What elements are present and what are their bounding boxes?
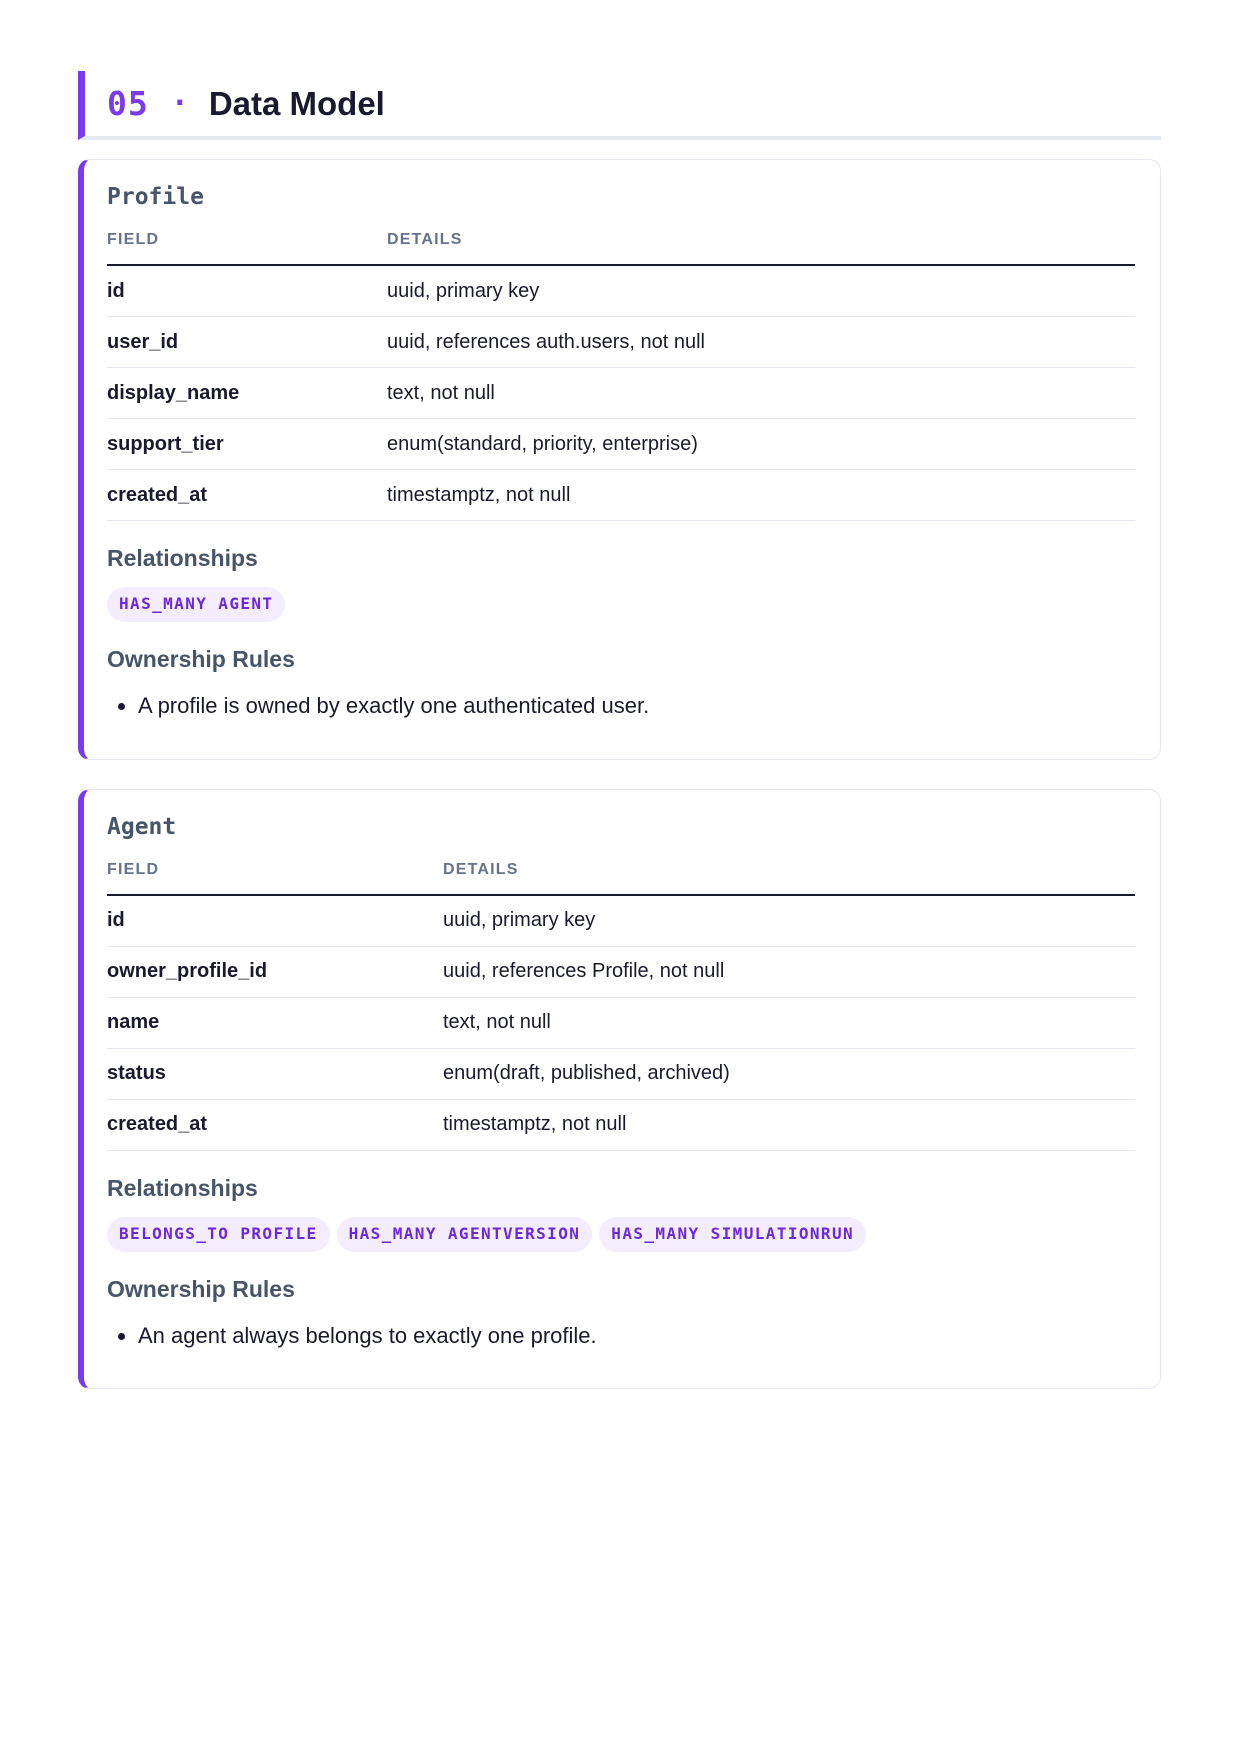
relationships-heading: Relationships xyxy=(107,1174,258,1201)
table-row xyxy=(107,1048,1135,1099)
ownership-rules-list xyxy=(107,692,1135,721)
ownership-heading: Ownership Rules xyxy=(107,646,295,672)
field-details: uuid, references auth.users, not null xyxy=(387,317,1135,368)
fields-table xyxy=(107,231,1135,521)
entity-name: Agent xyxy=(107,813,177,840)
table-row xyxy=(107,265,1135,317)
table-row xyxy=(107,1099,1135,1150)
table-header-row xyxy=(107,231,1135,265)
field-name: name xyxy=(107,997,443,1048)
field-details: text, not null xyxy=(387,368,1135,419)
column-header-field: FIELD xyxy=(107,861,443,895)
table-row xyxy=(107,368,1135,419)
table-row xyxy=(107,317,1135,368)
field-name: id xyxy=(107,895,443,947)
table-row xyxy=(107,997,1135,1048)
field-details: enum(draft, published, archived) xyxy=(443,1048,1135,1099)
ownership-rule: • An agent always belongs to exactly one profile. xyxy=(138,1322,1135,1351)
section-title: Data Model xyxy=(208,84,385,122)
section-number: 05 xyxy=(107,84,149,123)
field-name: status xyxy=(107,1048,443,1099)
field-name: created_at xyxy=(107,470,387,521)
table-row xyxy=(107,419,1135,470)
field-details: uuid, references Profile, not null xyxy=(443,946,1135,997)
relationships-list xyxy=(107,1217,1135,1252)
field-details: uuid, primary key xyxy=(443,895,1135,947)
table-row xyxy=(107,946,1135,997)
column-header-field: FIELD xyxy=(107,231,387,265)
field-details: uuid, primary key xyxy=(387,265,1135,317)
fields-table xyxy=(107,861,1135,1151)
section-separator: · xyxy=(170,86,189,121)
field-details: enum(standard, priority, enterprise) xyxy=(387,419,1135,470)
relationship-badge: HAS_MANY AGENT xyxy=(107,587,285,622)
field-name: owner_profile_id xyxy=(107,946,443,997)
entity-name: Profile xyxy=(107,184,204,210)
entity-card-profile xyxy=(78,159,1161,760)
section-header xyxy=(78,71,1161,140)
field-name: id xyxy=(107,265,387,317)
field-name: user_id xyxy=(107,317,387,368)
relationship-badge: HAS_MANY SIMULATIONRUN xyxy=(599,1217,866,1252)
ownership-rule: • A profile is owned by exactly one authenticated user. xyxy=(138,692,1135,721)
field-details: text, not null xyxy=(443,997,1135,1048)
field-name: display_name xyxy=(107,368,387,419)
column-header-details: DETAILS xyxy=(443,861,1135,895)
field-details: timestamptz, not null xyxy=(443,1099,1135,1150)
relationship-badge: HAS_MANY AGENTVERSION xyxy=(337,1217,593,1252)
relationships-list xyxy=(107,587,1135,622)
table-row xyxy=(107,895,1135,947)
relationships-heading: Relationships xyxy=(107,545,258,571)
relationship-badge: BELONGS_TO PROFILE xyxy=(107,1217,330,1252)
column-header-details: DETAILS xyxy=(387,231,1135,265)
field-name: support_tier xyxy=(107,419,387,470)
ownership-rules-list xyxy=(107,1322,1135,1351)
table-row xyxy=(107,470,1135,521)
table-header-row xyxy=(107,861,1135,895)
document-page xyxy=(78,71,1161,1389)
field-name: created_at xyxy=(107,1099,443,1150)
field-details: timestamptz, not null xyxy=(387,470,1135,521)
entity-card-agent xyxy=(78,789,1161,1390)
ownership-heading: Ownership Rules xyxy=(107,1275,295,1302)
